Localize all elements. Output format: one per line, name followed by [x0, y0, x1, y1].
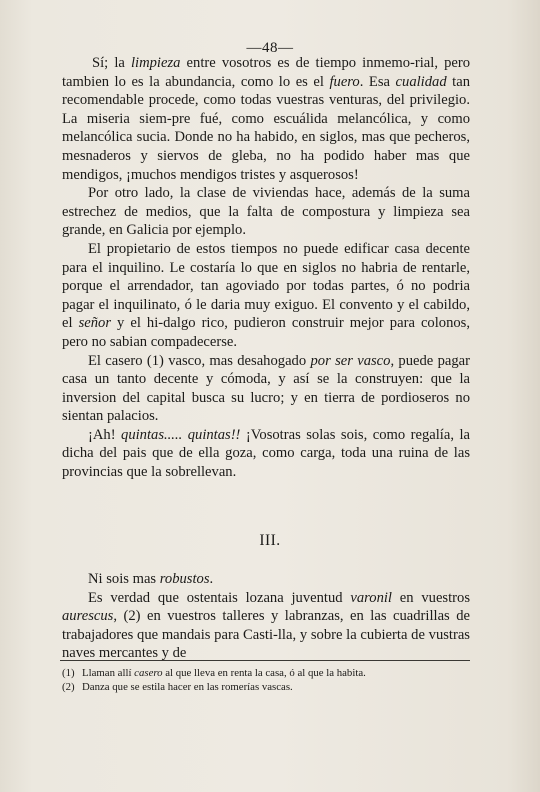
footnote: [62, 666, 470, 680]
paragraph: [62, 570, 470, 589]
footnote-divider: [60, 660, 470, 661]
footnotes: [62, 666, 470, 694]
text-run: tan recomendable procede, como todas vuestras venturas, del privilegio. La miseria siem-pre fué, como escuálida melancólica, y como melancólica sucia. Donde no ha habido, en siglos, mas que pecheros, mesnaderos y siervos de gleba, no ha podido haber mas que mendigos, ¡muchos mendigos tristes y asquerosos!: [62, 73, 470, 183]
text-run: Es verdad que ostentais lozana juventud: [88, 589, 351, 606]
text-run: entre vosotros es de tiempo inmemo-rial, pero tambien lo es la abundancia, como lo es el: [62, 55, 471, 90]
text-run: , puede pagar casa un tanto decente y cómoda, y así se la construyen: que la inversion del capital busca su lucro; y en tierra de pordioseros no sientan palacios.: [62, 352, 470, 425]
text-run: y el hi-dalgo rico, pudieron construir mejor para colonos, pero no sabian compadecerse.: [62, 315, 470, 350]
italic-text-run: señor: [78, 315, 111, 332]
footnote-mark: (2): [62, 681, 75, 693]
italic-text-run: limpieza: [130, 55, 181, 71]
italic-text-run: casero: [134, 667, 163, 679]
italic-text-run: por ser vasco: [310, 352, 391, 369]
paragraph: [62, 240, 470, 352]
page-number: —48—: [246, 40, 294, 56]
text-run: Ni sois mas: [88, 571, 160, 587]
italic-text-run: cualidad: [395, 73, 447, 90]
italic-text-run: varonil: [350, 589, 392, 606]
italic-text-run: quintas..... quintas!!: [121, 426, 241, 443]
footnote: [62, 680, 470, 694]
text-run: . Esa: [359, 73, 396, 90]
text-run: El propietario de estos tiempos no puede edificar casa decente para el inquilino. Le costaría lo que en siglos no habria de rentarle, porque el arrendador, tan agoviado por todas partes, ó no podria pagar el inquilinato, ó le daria muy exiguo. El convento y el cabildo, el: [62, 240, 470, 332]
text-run: .: [209, 571, 214, 587]
paragraph: [62, 426, 470, 482]
text-run: al que lleva en renta la casa, ó al que la habita.: [162, 667, 366, 679]
body-text-block: [62, 54, 470, 482]
text-run: , (2) en vuestros talleres y labranzas, en las cuadrillas de trabajadores que mandais para Casti-lla, y sobre la cubierta de vustras naves mercantes y de: [62, 608, 470, 662]
paragraph: [62, 589, 470, 663]
section-heading: III.: [259, 532, 281, 549]
italic-text-run: robustos: [159, 571, 210, 587]
text-run: ¡Ah!: [88, 426, 122, 443]
paragraph: Por otro lado, la clase de viviendas hace, además de la suma estrechez de medios, que la falta de compostura y limpieza sea grande, en Galicia por ejemplo.: [62, 185, 470, 239]
text-run: en vuestros: [392, 589, 471, 606]
text-run: Llaman allí: [82, 667, 135, 679]
paragraph: [62, 352, 470, 426]
text-run: Danza que se estila hacer en las romerías vascas.: [82, 681, 293, 693]
body-text-block: [62, 570, 470, 663]
text-run: Sí; la: [92, 55, 131, 71]
text-run: El casero (1) vasco, mas desahogado: [88, 352, 311, 369]
paragraph: [62, 54, 470, 184]
text-run: ¡Vosotras solas sois, como regalía, la dicha del pais que de ella goza, como carga, toda una ruina de las provincias que la sobrellevan.: [62, 426, 470, 481]
italic-text-run: aurescus: [62, 608, 114, 625]
footnote-mark: (1): [62, 667, 75, 679]
italic-text-run: fuero: [329, 73, 360, 90]
